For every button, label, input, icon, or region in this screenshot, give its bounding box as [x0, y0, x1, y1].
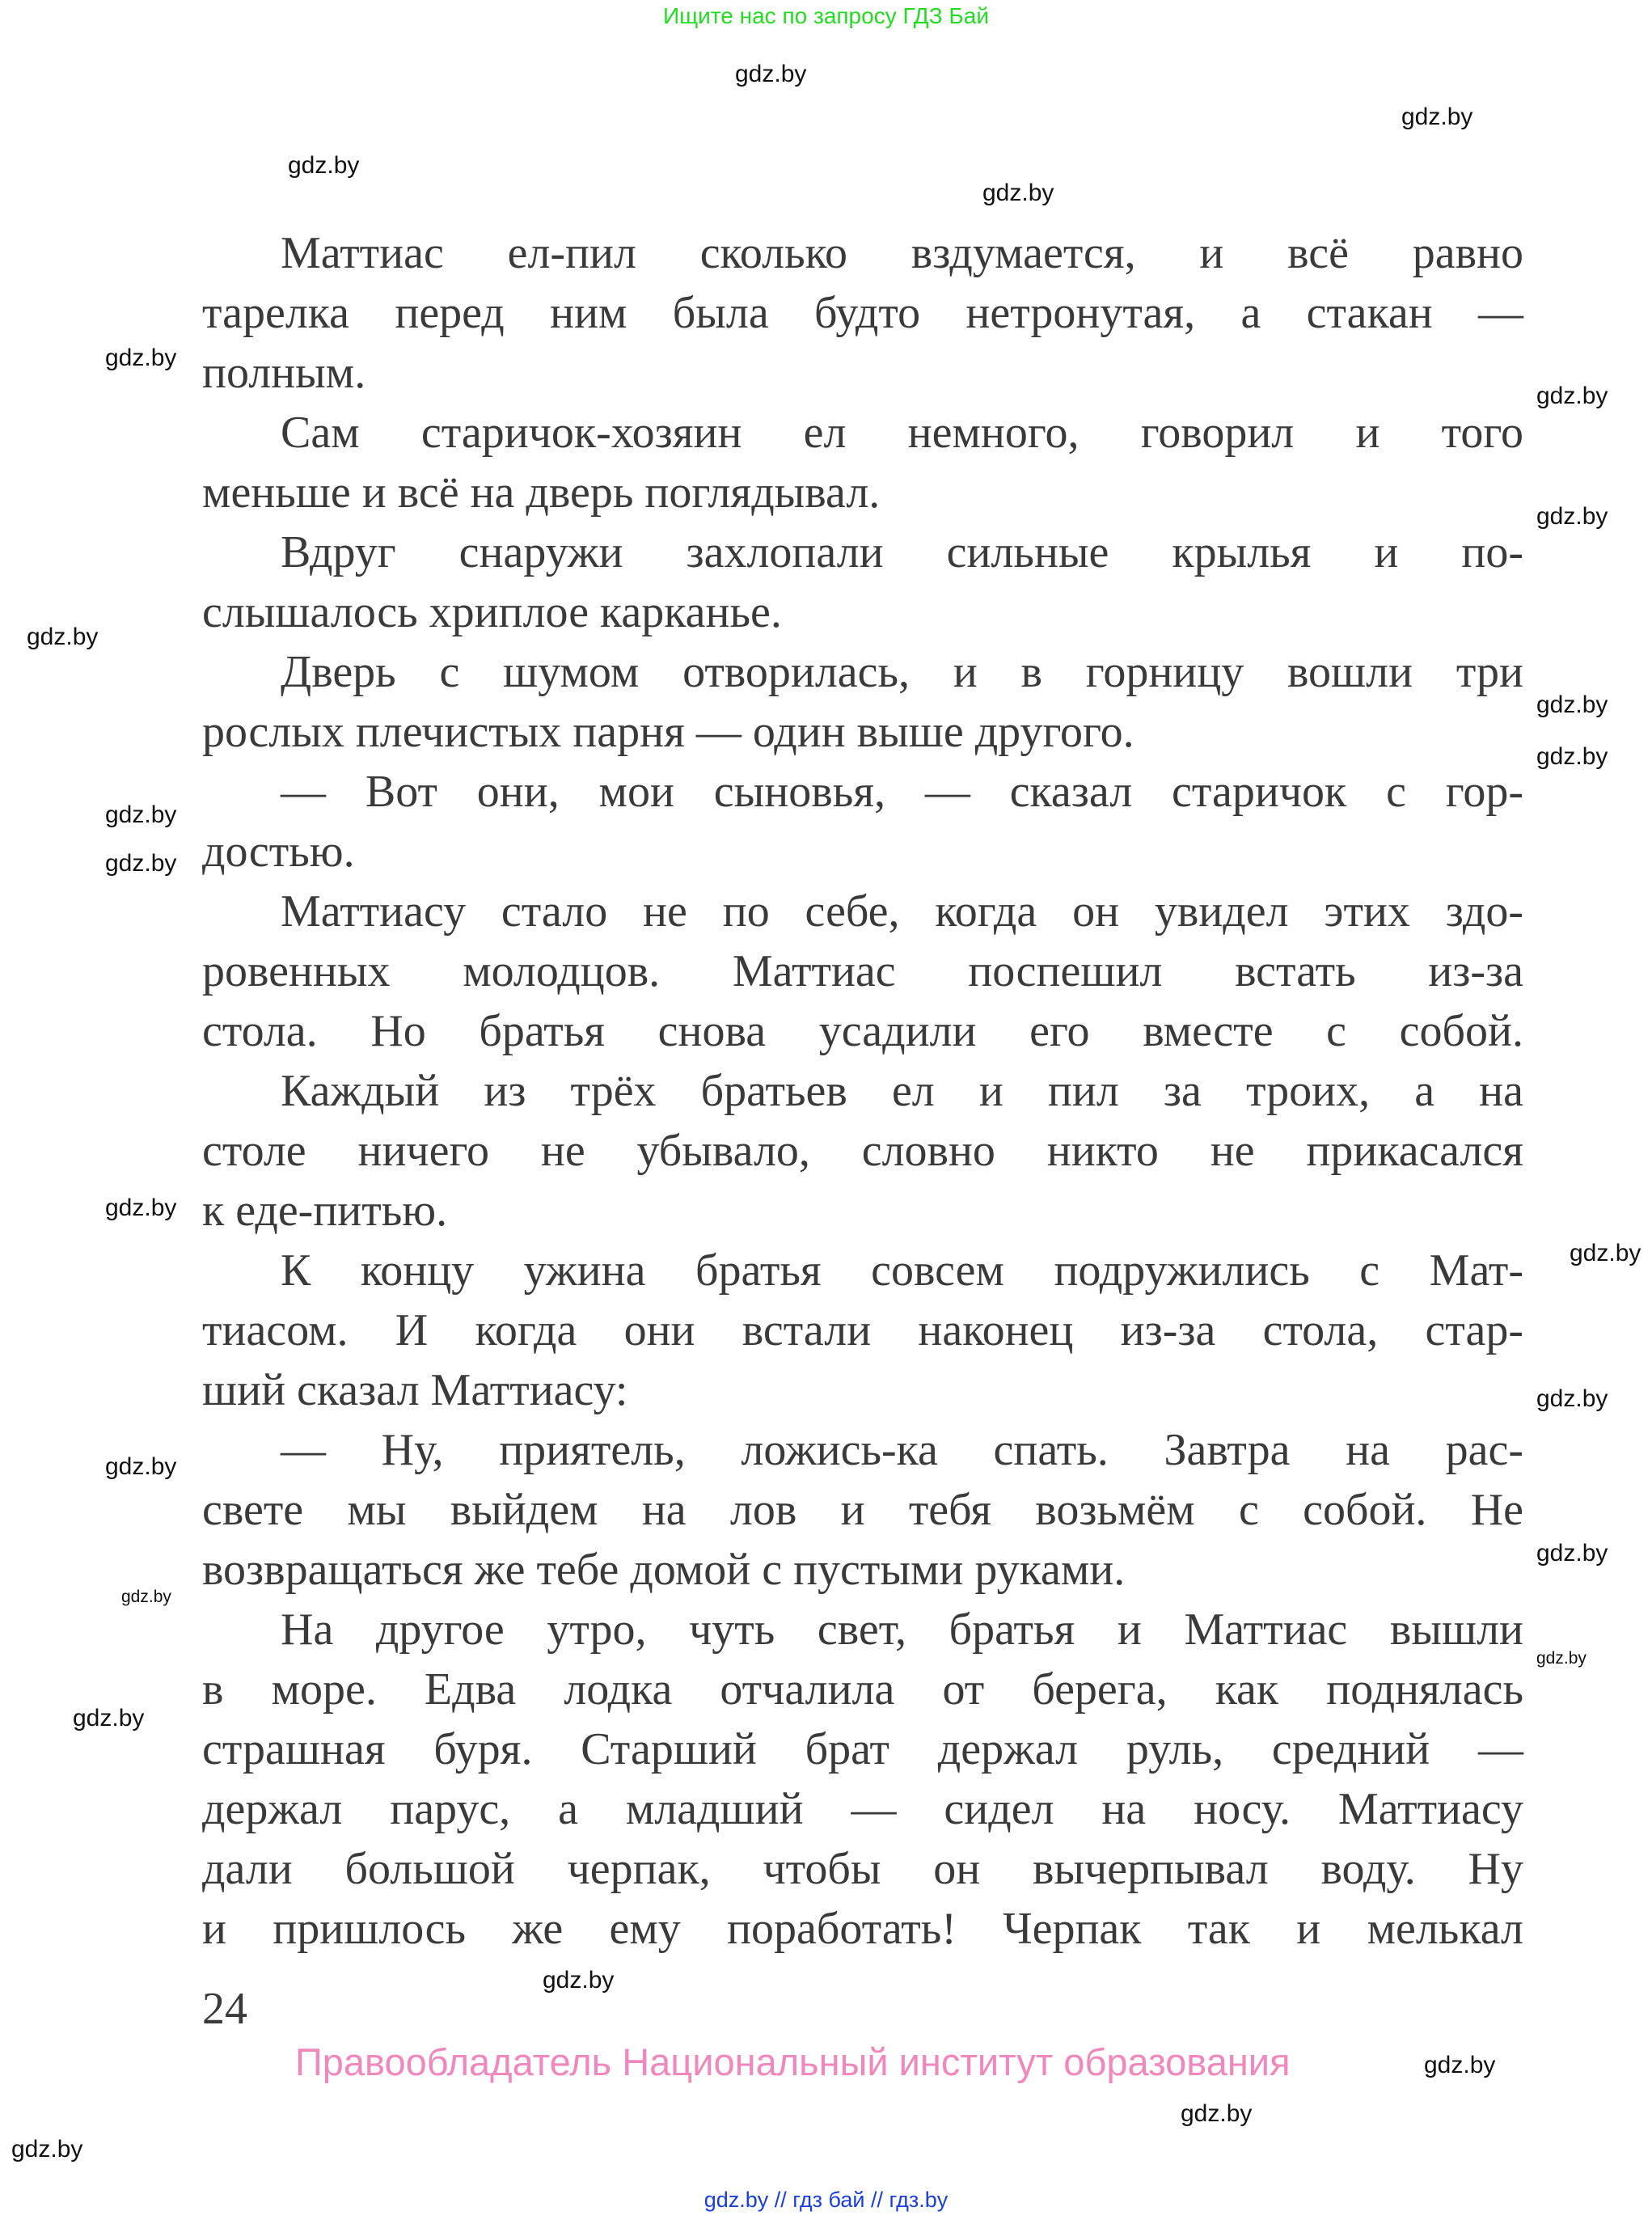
watermark: gdz.by — [105, 801, 177, 828]
watermark: gdz.by — [11, 2136, 83, 2163]
text-line: На другое утро, чуть свет, братья и Маттиас вышли — [281, 1605, 1523, 1655]
text-line: ший сказал Маттиасу: — [202, 1365, 628, 1415]
watermark: gdz.by — [1536, 743, 1608, 770]
paragraph — [202, 1420, 1523, 1600]
paragraph — [202, 1600, 1523, 1959]
watermark: gdz.by — [1536, 1385, 1608, 1412]
watermark: gdz.by — [1536, 1649, 1587, 1668]
paragraph — [202, 522, 1523, 642]
text-line: тарелка перед ним была будто нетронутая, а стакан — — [202, 288, 1523, 338]
watermark: gdz.by — [543, 1967, 615, 1994]
watermark: gdz.by — [1536, 383, 1608, 409]
text-line: тиасом. И когда они встали наконец из-за стола, стар- — [202, 1305, 1523, 1355]
watermark: gdz.by — [105, 1194, 177, 1221]
watermark: gdz.by — [1570, 1240, 1641, 1266]
paragraph — [202, 882, 1523, 1061]
text-line: Каждый из трёх братьев ел и пил за троих, а на — [281, 1066, 1523, 1116]
paragraph — [202, 762, 1523, 882]
text-line: к еде-питью. — [202, 1186, 448, 1236]
paragraph — [202, 642, 1523, 762]
watermark: gdz.by — [1536, 503, 1608, 530]
watermark: gdz.by — [1536, 1540, 1608, 1567]
text-line: К концу ужина братья совсем подружились с Мат- — [281, 1245, 1523, 1296]
text-line: слышалось хриплое карканье. — [202, 587, 782, 637]
watermark: gdz.by — [982, 180, 1054, 206]
text-line: ровенных молодцов. Маттиас поспешил встать из-за — [202, 946, 1523, 996]
page-number: 24 — [202, 1984, 247, 2034]
text-line: и пришлось же ему поработать! Черпак так и мелькал — [202, 1904, 1523, 1954]
watermark: gdz.by — [1424, 2052, 1496, 2078]
copyright-notice: Правообладатель Национальный институт образования — [295, 2040, 1291, 2083]
text-line: полным. — [202, 348, 366, 398]
text-line: Дверь с шумом отворилась, и в горницу вошли три — [281, 647, 1523, 697]
text-line: страшная буря. Старший брат держал руль, средний — — [202, 1724, 1523, 1774]
footer-links[interactable]: gdz.by // гдз бай // гдз.by — [703, 2188, 949, 2212]
watermark: gdz.by — [121, 1588, 171, 1606]
watermark: gdz.by — [105, 1453, 177, 1480]
text-line: Маттиасу стало не по себе, когда он увидел этих здо- — [281, 886, 1523, 937]
watermark: gdz.by — [1536, 691, 1608, 718]
text-line: стола. Но братья снова усадили его вместе с собой. — [202, 1006, 1523, 1056]
top-banner[interactable]: Ищите нас по запросу ГДЗ Бай — [662, 3, 990, 28]
text-line: меньше и всё на дверь поглядывал. — [202, 467, 881, 518]
text-line: в море. Едва лодка отчалила от берега, как поднялась — [202, 1664, 1523, 1715]
paragraph — [202, 403, 1523, 522]
story-text — [202, 223, 1523, 1959]
text-line: рослых плечистых парня — один выше другого. — [202, 707, 1134, 757]
text-line: дали большой черпак, чтобы он вычерпывал воду. Ну — [202, 1844, 1523, 1894]
text-line: свете мы выйдем на лов и тебя возьмём с собой. Не — [202, 1485, 1523, 1535]
text-line: столе ничего не убывало, словно никто не прикасался — [202, 1126, 1523, 1176]
text-line: — Ну, приятель, ложись-ка спать. Завтра на рас- — [281, 1425, 1523, 1475]
watermark: gdz.by — [105, 345, 177, 371]
watermark: gdz.by — [27, 624, 99, 650]
text-line: держал парус, а младший — сидел на носу. Маттиасу — [202, 1784, 1523, 1834]
paragraph — [202, 223, 1523, 403]
text-line: Сам старичок-хозяин ел немного, говорил и того — [281, 408, 1523, 458]
text-line: Вдруг снаружи захлопали сильные крылья и по- — [281, 527, 1523, 577]
watermark: gdz.by — [1401, 104, 1473, 130]
paragraph — [202, 1241, 1523, 1420]
text-line: Маттиас ел-пил сколько вздумается, и всё равно — [281, 228, 1523, 278]
paragraph — [202, 1061, 1523, 1241]
text-line: достью. — [202, 827, 355, 877]
watermark: gdz.by — [105, 850, 177, 877]
watermark: gdz.by — [288, 152, 360, 179]
watermark: gdz.by — [73, 1705, 145, 1731]
text-line: — Вот они, мои сыновья, — сказал старичок с гор- — [281, 767, 1523, 817]
watermark: gdz.by — [1181, 2100, 1253, 2127]
text-line: возвращаться же тебе домой с пустыми руками. — [202, 1545, 1126, 1595]
watermark: gdz.by — [735, 61, 807, 87]
